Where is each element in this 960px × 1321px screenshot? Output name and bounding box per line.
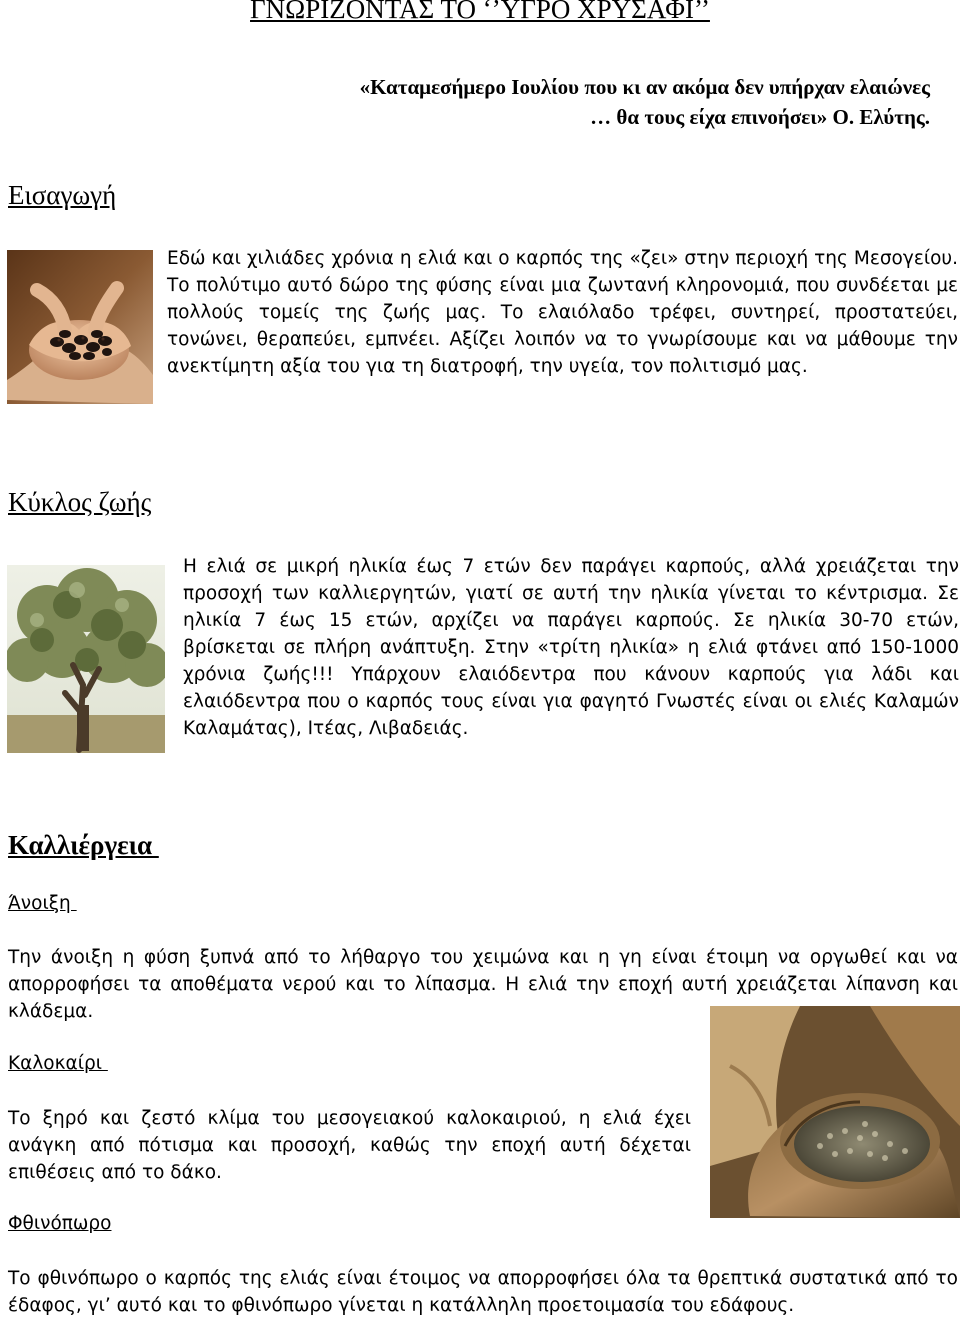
subheading-autumn: Φθινόπωρο [8, 1213, 112, 1234]
olive-tree-image [7, 565, 165, 753]
section-heading-introduction: Εισαγωγή [8, 180, 117, 210]
section-heading-life-cycle: Κύκλος ζωής [8, 487, 152, 517]
epigraph-line-2: … θα τους είχα επινοήσει» Ο. Ελύτης. [590, 105, 930, 129]
life-cycle-paragraph: Η ελιά σε μικρή ηλικία έως 7 ετών δεν παράγει καρπούς, αλλά χρειάζεται την προσοχή των καλλιεργητών, γιατί σε αυτή την ηλικία γίνεται το κέντρισμα. Σε ηλικία 7 έως 15 ετών, αρχίζει να παράγει καρπούς. Σε ηλικία 30-70 ετών, βρίσκεται σε πλήρη ανάπτυξη. Στην «τρίτη ηλικία» η ελιά φτάνει από 150-1000 χρόνια ζωής!!! Υπάρχουν ελαιόδεντρα που κάνουν καρπούς για λάδι και ελαιόδεντρα που ο καρπός τους είναι για φαγητό Γνωστές είναι οι ελιές Καλαμών Καλαμάτας), Ιτέας, Λιβαδειάς. [183, 556, 959, 739]
document-title: ΓΝΩΡΙΖΟΝΤΑΣ ΤΟ ‘’ΥΓΡΟ ΧΡΥΣΑΦΙ’’ [250, 0, 710, 24]
section-heading-cultivation: Καλλιέργεια [8, 830, 159, 860]
summer-paragraph: Το ξηρό και ζεστό κλίμα του μεσογειακού καλοκαιριού, η ελιά έχει ανάγκη από πότισμα και προσοχή, καθώς την εποχή αυτή δέχεται επιθέσεις από το δάκο. [8, 1108, 691, 1183]
spring-paragraph: Την άνοιξη η φύση ξυπνά από το λήθαργο του χειμώνα και η γη είναι έτοιμη να οργωθεί και να απορροφήσει τα αποθέματα νερού και το λίπασμα. Η ελιά την εποχή αυτή χρειάζεται λίπανση και κλάδεμα. [8, 947, 958, 1022]
epigraph-line-1: «Καταμεσήμερο Ιουλίου που κι αν ακόμα δεν υπήρχαν ελαιώνες [359, 75, 930, 99]
subheading-spring: Άνοιξη [8, 893, 77, 914]
epigraph-quote [170, 72, 930, 132]
subheading-summer: Καλοκαίρι [8, 1053, 108, 1074]
olive-sacks-image [710, 1006, 960, 1218]
introduction-paragraph: Εδώ και χιλιάδες χρόνια η ελιά και ο καρπός της «ζει» στην περιοχή της Μεσογείου. Το πολύτιμο αυτό δώρο της φύσης είναι μια ζωντανή κληρονομιά, που συνδέεται με πολλούς τομείς της ζωής μας. Το ελαιόλαδο τρέφει, συντηρεί, προστατεύει, τονώνει, θεραπεύει, εμπνέει. Αξίζει λοιπόν να το γνωρίσουμε και να μάθουμε την ανεκτίμητη αξία του για τη διατροφή, την υγεία, τον πολιτισμό μας. [167, 248, 958, 377]
autumn-paragraph: Το φθινόπωρο ο καρπός της ελιάς είναι έτοιμος να απορροφήσει όλα τα θρεπτικά συστατικά από το έδαφος, γι’ αυτό και το φθινόπωρο γίνεται η κατάλληλη προετοιμασία του εδάφους. [8, 1268, 958, 1316]
hands-holding-olives-image [7, 250, 153, 404]
